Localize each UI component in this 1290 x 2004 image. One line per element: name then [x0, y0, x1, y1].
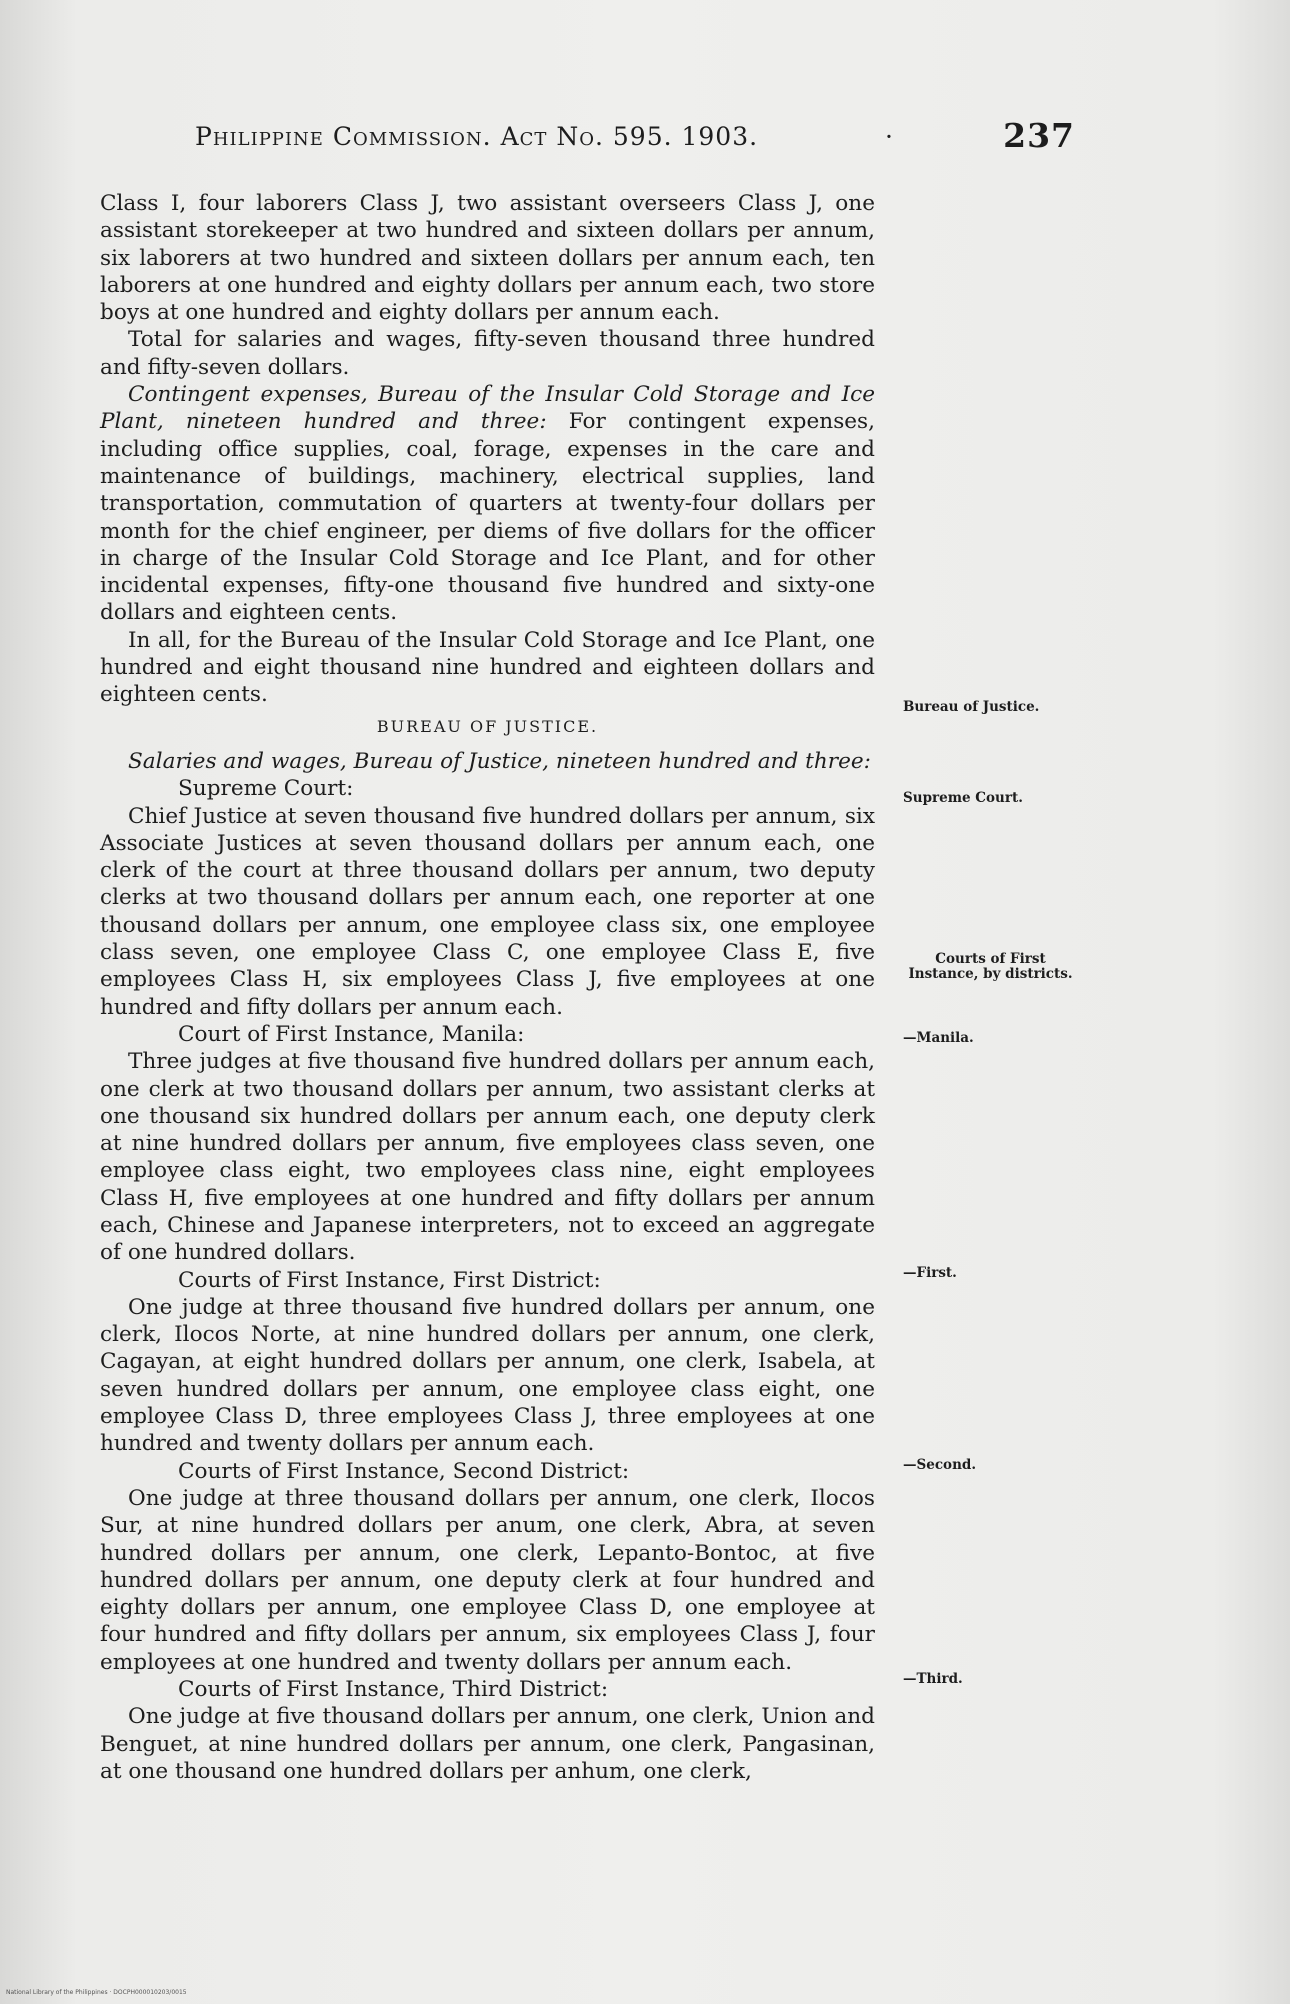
margin-note-first: —First.: [903, 1265, 957, 1281]
page-header: [195, 116, 1075, 155]
paragraph: One judge at three thousand dollars per annum, one clerk, Ilocos Sur, at nine hundred dollars per anum, one clerk, Abra, at seven hundred dollars per annum, one clerk, Lepanto-Bontoc, at five hundred dollars per annum, one deputy clerk at four hundred and eighty dollars per annum, one employee Class D, one employee at four hundred and fifty dollars per annum, six employees Class J, four employees at one hundred and twenty dollars per annum each.: [100, 1485, 875, 1675]
margin-note-courts: Courts of First Instance, by districts.: [908, 951, 1073, 982]
margin-note-second: —Second.: [903, 1457, 977, 1473]
margin-note-supreme: Supreme Court.: [903, 790, 1023, 806]
paragraph: Total for salaries and wages, fifty-seven thousand three hundred and fifty-seven dollars.: [100, 327, 875, 380]
paragraph: One judge at three thousand five hundred dollars per annum, one clerk, Ilocos Norte, at nine hundred dollars per annum, one clerk, Cagayan, at eight hundred dollars per annum, one clerk, Isabela, at seven hundred dollars per annum, one employee class eight, one employee Class D, three employees Class J, three employees at one hundred and twenty dollars per annum each.: [100, 1294, 875, 1457]
paragraph-rest: For contingent expenses, including office supplies, coal, forage, expenses in the care and maintenance of buildings, machinery, electrical supplies, land transportation, commutation of quarters at twenty-four dollars per month for the chief engineer, per diems of five dollars for the officer in charge of the Insular Cold Storage and Ice Plant, and for other incidental expenses, fifty-one thousand five hundred and sixty-one dollars and eighteen cents.: [100, 409, 875, 626]
margin-note-third: —Third.: [903, 1671, 963, 1687]
subheading-third-district: Courts of First Instance, Third District:: [178, 1677, 609, 1703]
margin-note-bureau: Bureau of Justice.: [903, 699, 1040, 715]
subheading-manila: Court of First Instance, Manila:: [178, 1021, 525, 1047]
running-title: Philippine Commission. Act No. 595. 1903.: [195, 122, 759, 151]
page-number: 237: [1003, 116, 1075, 155]
paragraph: In all, for the Bureau of the Insular Cold Storage and Ice Plant, one hundred and eight thousand nine hundred and eighteen dollars and eighteen cents.: [100, 627, 875, 708]
subheading-second-district: Courts of First Instance, Second District:: [178, 1458, 630, 1484]
header-dot: ·: [885, 122, 894, 151]
subheading-supreme-court: Supreme Court:: [178, 776, 354, 802]
margin-note-manila: —Manila.: [903, 1030, 974, 1046]
section-heading: BUREAU OF JUSTICE.: [376, 716, 599, 736]
paragraph: Chief Justice at seven thousand five hundred dollars per annum, six Associate Justices at seven thousand dollars per annum each, one clerk of the court at three thousand dollars per annum, two deputy clerks at two thousand dollars per annum each, one reporter at one thousand dollars per annum, one employee class six, one employee class seven, one employee Class C, one employee Class E, five employees Class H, six employees Class J, five employees at one hundred and fifty dollars per annum each.: [100, 803, 875, 1020]
paragraph: Class I, four laborers Class J, two assistant overseers Class J, one assistant storekeeper at two hundred and sixteen dollars per annum, six laborers at two hundred and sixteen dollars per annum each, ten laborers at one hundred and eighty dollars per annum each, two store boys at one hundred and eighty dollars per annum each.: [100, 191, 875, 326]
subheading-first-district: Courts of First Instance, First District:: [178, 1267, 601, 1293]
paragraph: [100, 381, 875, 627]
footer-source: National Library of the Philippines · DOCPH000010203/0015: [6, 1989, 187, 1996]
paragraph: One judge at five thousand dollars per annum, one clerk, Union and Benguet, at nine hundred dollars per annum, one clerk, Pangasinan, at one thousand one hundred dollars per anhum, one clerk,: [100, 1704, 875, 1784]
paragraph: Three judges at five thousand five hundred dollars per annum each, one clerk at two thousand dollars per annum, two assistant clerks at one thousand six hundred dollars per annum each, one deputy clerk at nine hundred dollars per annum, five employees class seven, one employee class eight, two employees class nine, eight employees Class H, five employees at one hundred and fifty dollars per annum each, Chinese and Japanese interpreters, not to exceed an aggregate of one hundred dollars.: [100, 1049, 875, 1266]
paragraph-italic: Salaries and wages, Bureau of Justice, nineteen hundred and three:: [128, 748, 871, 774]
body-text: [100, 190, 875, 1785]
paragraph-italic-lead: Contingent expenses, Bureau of the Insular Cold Storage and Ice Plant, nineteen hundred and three:: [100, 382, 875, 435]
